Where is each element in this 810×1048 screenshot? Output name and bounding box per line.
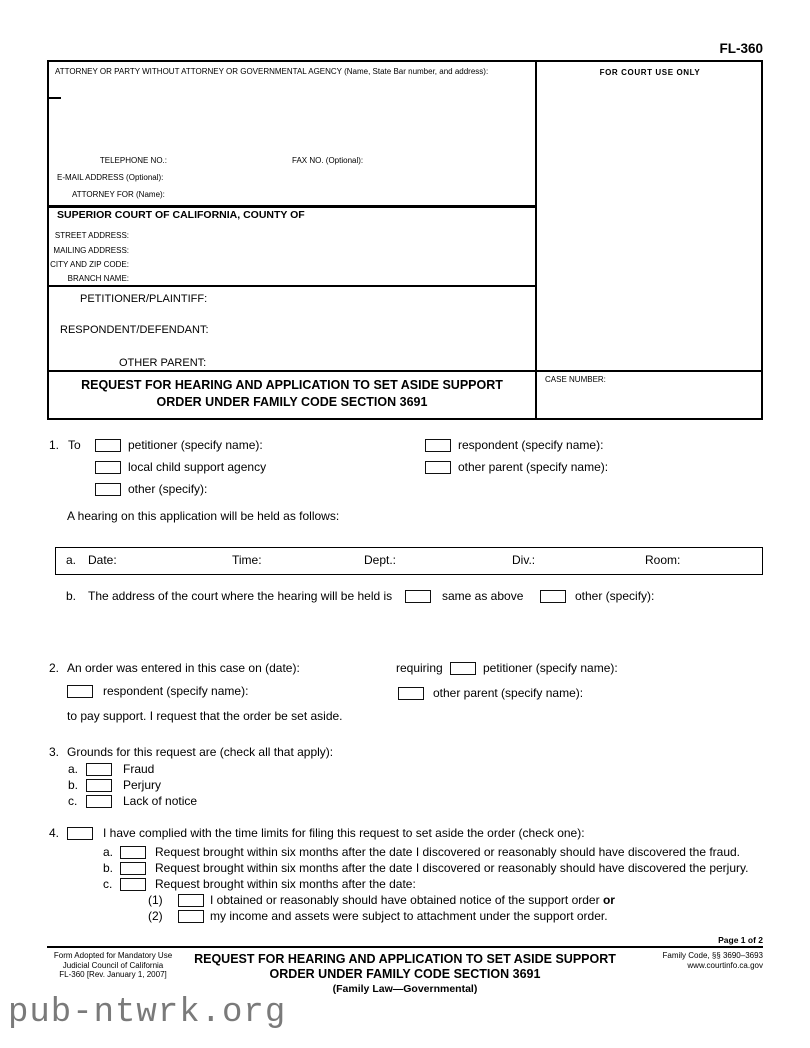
item1-number: 1.: [49, 438, 60, 452]
checkbox-item1-other[interactable]: [95, 483, 121, 496]
item2-respondent-label: respondent (specify name):: [103, 684, 249, 698]
checkbox-same-as-above[interactable]: [405, 590, 431, 603]
checkbox-item4a[interactable]: [120, 846, 146, 859]
item4b-text: Request brought within six months after the date I discovered or reasonably should have discovered the perjury.: [155, 861, 749, 875]
item4c1-or: or: [602, 893, 615, 907]
checkbox-item4b[interactable]: [120, 862, 146, 875]
footer-left-line3: FL-360 [Rev. January 1, 2007]: [59, 970, 167, 979]
item1a-label: a.: [66, 553, 77, 567]
email-label: E-MAIL ADDRESS (Optional):: [57, 173, 164, 182]
attorney-info-field[interactable]: [49, 76, 533, 154]
hearing-dept-label: Dept.:: [364, 553, 397, 567]
footer-left-line2: Judicial Council of California: [62, 960, 164, 970]
divider-above-title: [49, 370, 761, 372]
item4c-label: c.: [103, 877, 113, 891]
footer-family-code: Family Code, §§ 3690–3693: [662, 951, 763, 960]
form-number: FL-360: [719, 41, 763, 56]
item2-text1: An order was entered in this case on (date):: [67, 661, 300, 675]
item4b-label: b.: [103, 861, 114, 875]
checkbox-item4-complied[interactable]: [67, 827, 93, 840]
respondent-label: RESPONDENT/DEFENDANT:: [60, 324, 209, 336]
hearing-date-label: Date:: [88, 553, 117, 567]
item4c1-text-wrap: [210, 893, 615, 907]
street-address-label: STREET ADDRESS:: [54, 231, 129, 240]
checkbox-item1-petitioner[interactable]: [95, 439, 121, 452]
hearing-div-label: Div.:: [512, 553, 536, 567]
perjury-label: Perjury: [123, 778, 162, 792]
fraud-label: Fraud: [123, 762, 155, 776]
item4c1-label: (1): [148, 893, 163, 907]
item4a-text: Request brought within six months after the date I discovered or reasonably should have discovered the fraud.: [155, 845, 741, 859]
header-caption-box: [47, 60, 763, 420]
petitioner-label: PETITIONER/PLAINTIFF:: [80, 293, 208, 305]
item1-other-label: other (specify):: [128, 482, 208, 496]
footer-title-line1: REQUEST FOR HEARING AND APPLICATION TO SET ASIDE SUPPORT: [194, 952, 616, 966]
item3-number: 3.: [49, 745, 60, 759]
footer-title-line3: (Family Law—Governmental): [332, 983, 478, 995]
item2-requiring-label: requiring: [396, 661, 443, 675]
divider-under-court: [49, 285, 535, 287]
watermark-text: pub-ntwrk.org: [8, 994, 287, 1032]
checkbox-item4c[interactable]: [120, 878, 146, 891]
checkbox-item1-other-parent[interactable]: [425, 461, 451, 474]
attorney-box-label: ATTORNEY OR PARTY WITHOUT ATTORNEY OR GOVERNMENTAL AGENCY (Name, State Bar number, and address):: [55, 67, 489, 76]
page-indicator: Page 1 of 2: [718, 935, 763, 945]
address-other-label: other (specify):: [575, 589, 655, 603]
checkbox-lack-of-notice[interactable]: [86, 795, 112, 808]
checkbox-item2-respondent[interactable]: [67, 685, 93, 698]
item1b-text: The address of the court where the hearing will be held is: [88, 589, 393, 603]
checkbox-item1-lcsa[interactable]: [95, 461, 121, 474]
item3b-label: b.: [68, 778, 79, 792]
item2-other-parent-label: other parent (specify name):: [433, 686, 584, 700]
checkbox-perjury[interactable]: [86, 779, 112, 792]
item1-respondent-label: respondent (specify name):: [458, 438, 604, 452]
other-parent-label: OTHER PARENT:: [119, 357, 207, 369]
court-name-label: SUPERIOR COURT OF CALIFORNIA, COUNTY OF: [57, 209, 305, 221]
item2-petitioner-label: petitioner (specify name):: [483, 661, 618, 675]
divider-under-attorney: [49, 205, 535, 208]
hearing-time-label: Time:: [232, 553, 262, 567]
checkbox-item1-respondent[interactable]: [425, 439, 451, 452]
item1-to-label: To: [68, 438, 81, 452]
for-court-use-label: FOR COURT USE ONLY: [599, 68, 701, 77]
fax-label: FAX NO. (Optional):: [292, 156, 364, 165]
case-number-label: CASE NUMBER:: [545, 375, 606, 384]
item1b-label: b.: [66, 589, 77, 603]
footer-left-block: [47, 951, 179, 980]
item3c-label: c.: [68, 794, 78, 808]
checkbox-address-other[interactable]: [540, 590, 566, 603]
header-column-divider: [535, 62, 537, 418]
checkbox-item4c1[interactable]: [178, 894, 204, 907]
attorney-for-label: ATTORNEY FOR (Name):: [72, 190, 165, 199]
case-number-field[interactable]: [537, 384, 763, 420]
item4c-text: Request brought within six months after the date:: [155, 877, 416, 891]
hearing-room-label: Room:: [645, 553, 681, 567]
item4a-label: a.: [103, 845, 114, 859]
item4c2-label: (2): [148, 909, 163, 923]
margin-tick: [47, 97, 61, 99]
checkbox-item2-other-parent[interactable]: [398, 687, 424, 700]
mailing-address-label: MAILING ADDRESS:: [53, 246, 129, 255]
branch-name-label: BRANCH NAME:: [67, 274, 129, 283]
same-as-above-label: same as above: [442, 589, 524, 603]
checkbox-fraud[interactable]: [86, 763, 112, 776]
footer-website: www.courtinfo.ca.gov: [687, 961, 763, 970]
telephone-label: TELEPHONE NO.:: [99, 156, 167, 165]
lack-of-notice-label: Lack of notice: [123, 794, 198, 808]
item4-heading: I have complied with the time limits for filing this request to set aside the order (check one):: [103, 826, 585, 840]
footer-title-line2: ORDER UNDER FAMILY CODE SECTION 3691: [269, 967, 541, 981]
item1-lcsa-label: local child support agency: [128, 460, 267, 474]
item3a-label: a.: [68, 762, 79, 776]
item4c2-text: my income and assets were subject to attachment under the support order.: [210, 909, 608, 923]
checkbox-item2-petitioner[interactable]: [450, 662, 476, 675]
footer-rule: [47, 946, 763, 948]
item1-hearing-intro: A hearing on this application will be held as follows:: [67, 509, 340, 523]
item2-text2: to pay support. I request that the order be set aside.: [67, 709, 343, 723]
item2-number: 2.: [49, 661, 60, 675]
checkbox-item4c2[interactable]: [178, 910, 204, 923]
item1-other-parent-label: other parent (specify name):: [458, 460, 609, 474]
item1-petitioner-label: petitioner (specify name):: [128, 438, 263, 452]
form-title-line2: ORDER UNDER FAMILY CODE SECTION 3691: [156, 395, 428, 409]
footer-left-line1: Form Adopted for Mandatory Use: [53, 951, 173, 960]
item3-heading: Grounds for this request are (check all that apply):: [67, 745, 334, 759]
item4c1-text: I obtained or reasonably should have obtained notice of the support order: [210, 893, 600, 907]
form-title-line1: REQUEST FOR HEARING AND APPLICATION TO SET ASIDE SUPPORT: [81, 378, 503, 392]
city-zip-label: CITY AND ZIP CODE:: [50, 260, 129, 269]
item4-number: 4.: [49, 826, 60, 840]
